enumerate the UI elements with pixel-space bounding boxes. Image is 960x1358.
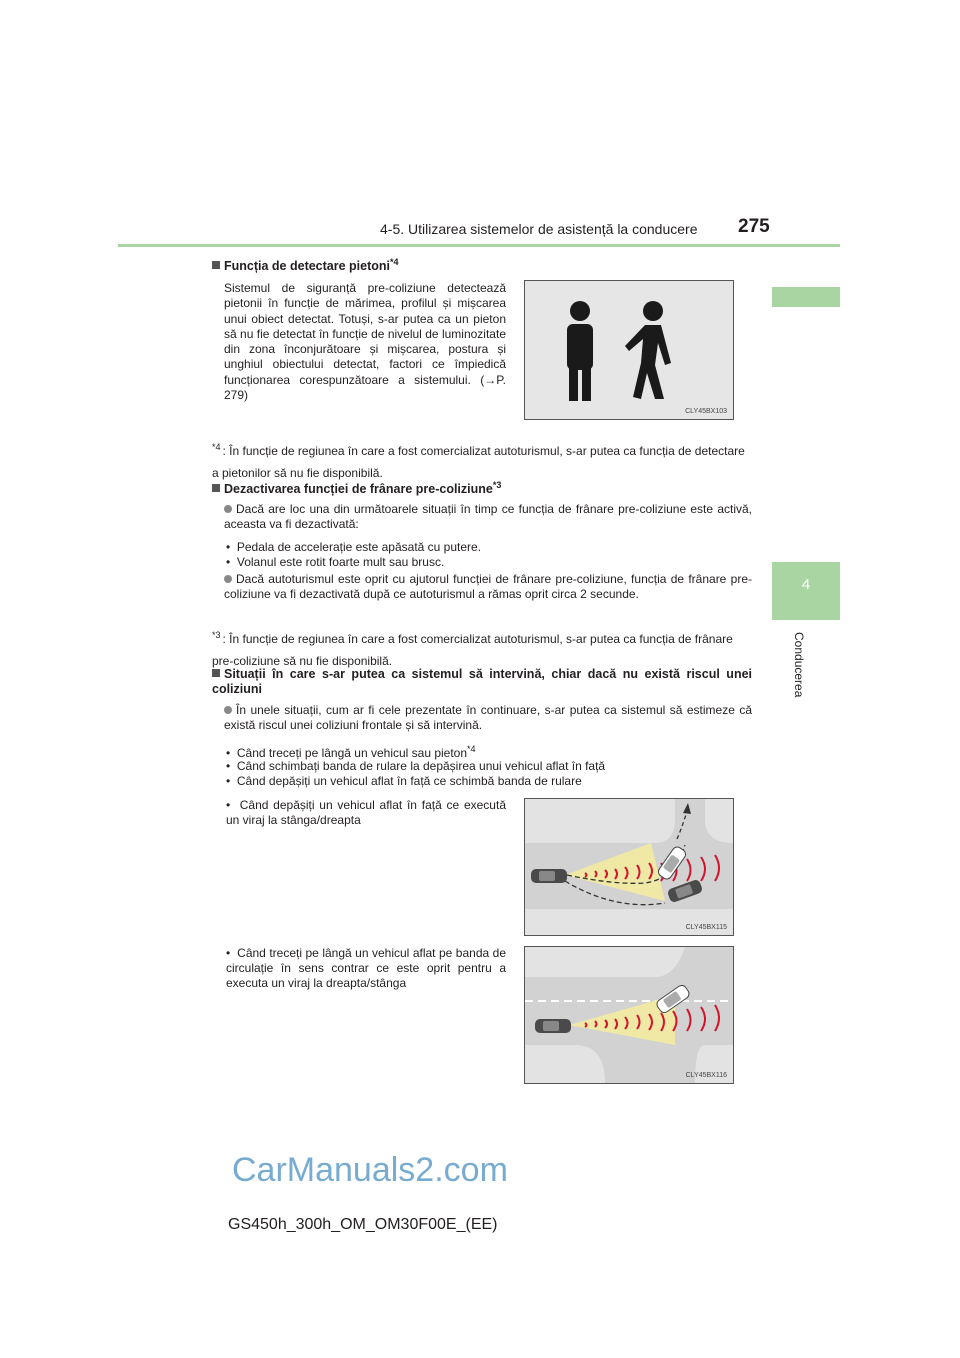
situation-footnote-ref: *4 bbox=[467, 744, 476, 754]
bullet-text: În unele situații, cum ar fi cele prezentate în continuare, s-ar putea ca sistemul să estimeze că există riscul unei coliziuni frontale și să intervină. bbox=[224, 703, 752, 732]
deactivation-sub-2: • Volanul este rotit foarte mult sau brusc. bbox=[226, 555, 445, 569]
document-id: GS450h_300h_OM_OM30F00E_(EE) bbox=[228, 1216, 498, 1233]
section-heading-unnecessary-operation bbox=[212, 667, 752, 697]
heading-footnote-ref: *4 bbox=[390, 257, 399, 267]
overtaking-turning-figure bbox=[524, 798, 734, 936]
dot-bullet-icon bbox=[224, 505, 232, 513]
sub-bullet-text: Pedala de accelerație este apăsată cu putere. bbox=[236, 540, 482, 554]
overtaking-turning-illustration bbox=[525, 799, 733, 935]
square-bullet-icon bbox=[212, 484, 220, 492]
footnote-text: : În funcție de regiunea în care a fost comercializat autoturismul, s-ar putea ca funcția de detectare a pietonilor să nu fie disponibilă. bbox=[212, 444, 745, 480]
situation-text: Când depășiți un vehicul aflat în față ce schimbă banda de rulare bbox=[236, 774, 582, 788]
situation-5: • Când treceți pe lângă un vehicul aflat pe banda de circulație în sens contrar ce este oprit pentru a executa un viraj la dreapta/stânga bbox=[226, 946, 507, 990]
chapter-tab-label: Conducerea bbox=[792, 632, 806, 698]
svg-text:CarManuals2.com: CarManuals2.com bbox=[232, 1152, 508, 1188]
watermark-logo bbox=[232, 1152, 592, 1188]
heading-text: Situații în care s-ar putea ca sistemul să intervină, chiar dacă nu există riscul unei coliziuni bbox=[212, 667, 752, 696]
heading-footnote-ref: *3 bbox=[492, 480, 502, 490]
situation-4: • Când depășiți un vehicul aflat în față ce execută un viraj la stânga/dreapta bbox=[226, 798, 506, 827]
situation-1: • Când treceți pe lângă un vehicul sau pieton$^{*4}$ bbox=[226, 744, 476, 760]
bottom-watermark: carmanualsonline.info bbox=[758, 1336, 896, 1351]
side-tab-top bbox=[772, 287, 840, 307]
situation-text: Când treceți pe lângă un vehicul sau pieton bbox=[236, 746, 468, 760]
section-heading-deactivation bbox=[212, 478, 501, 496]
figure-code: CLY45BX115 bbox=[685, 924, 727, 931]
watermark-text-graphic bbox=[232, 1152, 592, 1188]
pedestrian-icons bbox=[525, 281, 733, 419]
situation-3: • Când depășiți un vehicul aflat în față ce schimbă banda de rulare bbox=[226, 774, 582, 788]
square-bullet-icon bbox=[212, 261, 220, 269]
heading-text: Dezactivarea funcției de frânare pre-coliziune bbox=[224, 482, 493, 497]
figure-code: CLY45BX116 bbox=[685, 1072, 727, 1079]
situation-2: • Când schimbați banda de rulare la depășirea unui vehicul aflat în față bbox=[226, 759, 606, 773]
pedestrian-paragraph: Sistemul de siguranță pre-coliziune detectează pietonii în funcție de mărimea, profilul și mișcarea unui obiect detectat. Totuși, s-ar putea ca un pieton să nu fie detectat în funcție de nivelul de luminozitate din zona înconjurătoare și mișcarea, postura și unghiul obiectului detectat, factori ce împiedică funcționarea corespunzătoare a sistemului. (→P. 279) bbox=[224, 281, 506, 403]
footnote-text: : În funcție de regiunea în care a fost comercializat autoturismul, s-ar putea ca funcția de frânare pre-coliziune să nu fie disponibilă. bbox=[212, 632, 733, 668]
page-number: 275 bbox=[738, 216, 770, 237]
deactivation-bullet-2 bbox=[224, 572, 752, 602]
situation-text: Când schimbați banda de rulare la depășirea unui vehicul aflat în față bbox=[236, 759, 606, 773]
chapter-tab-number: 4 bbox=[801, 576, 811, 593]
pedestrian-figure bbox=[524, 280, 734, 420]
section-heading-pedestrian bbox=[212, 255, 399, 273]
header-rule bbox=[118, 244, 840, 247]
square-bullet-icon bbox=[212, 669, 220, 677]
footnote-mark: *4 bbox=[212, 442, 221, 452]
oncoming-vehicle-illustration bbox=[525, 947, 733, 1083]
bullet-text: Dacă autoturismul este oprit cu ajutorul funcției de frânare pre-coliziune, funcția de frânare pre-coliziune va fi dezactivată după ce autoturismul a rămas oprit circa 2 secunde. bbox=[224, 572, 752, 601]
footnote-4 bbox=[212, 436, 752, 484]
chapter-title: 4-5. Utilizarea sistemelor de asistență la conducere bbox=[380, 221, 698, 237]
footnote-3 bbox=[212, 624, 752, 672]
situation-text: Când treceți pe lângă un vehicul aflat pe banda de circulație în sens contrar ce este oprit pentru a executa un viraj la dreapta/stânga bbox=[226, 946, 507, 990]
sub-bullet-text: Volanul este rotit foarte mult sau brusc. bbox=[236, 555, 445, 569]
bullet-text: Dacă are loc una din următoarele situații în timp ce funcția de frânare pre-coliziune este activă, aceasta va fi dezactivată: bbox=[224, 502, 752, 531]
situation-text: Când depășiți un vehicul aflat în față ce execută un viraj la stânga/dreapta bbox=[226, 798, 506, 827]
figure-code: CLY45BX103 bbox=[685, 408, 727, 415]
deactivation-bullet-1 bbox=[224, 502, 752, 532]
situations-bullet bbox=[224, 703, 752, 733]
heading-text: Funcția de detectare pietoni bbox=[224, 259, 391, 274]
dot-bullet-icon bbox=[224, 575, 232, 583]
footnote-mark: *3 bbox=[212, 630, 221, 640]
oncoming-vehicle-figure bbox=[524, 946, 734, 1084]
deactivation-sub-1: • Pedala de accelerație este apăsată cu putere. bbox=[226, 540, 482, 554]
dot-bullet-icon bbox=[224, 706, 232, 714]
